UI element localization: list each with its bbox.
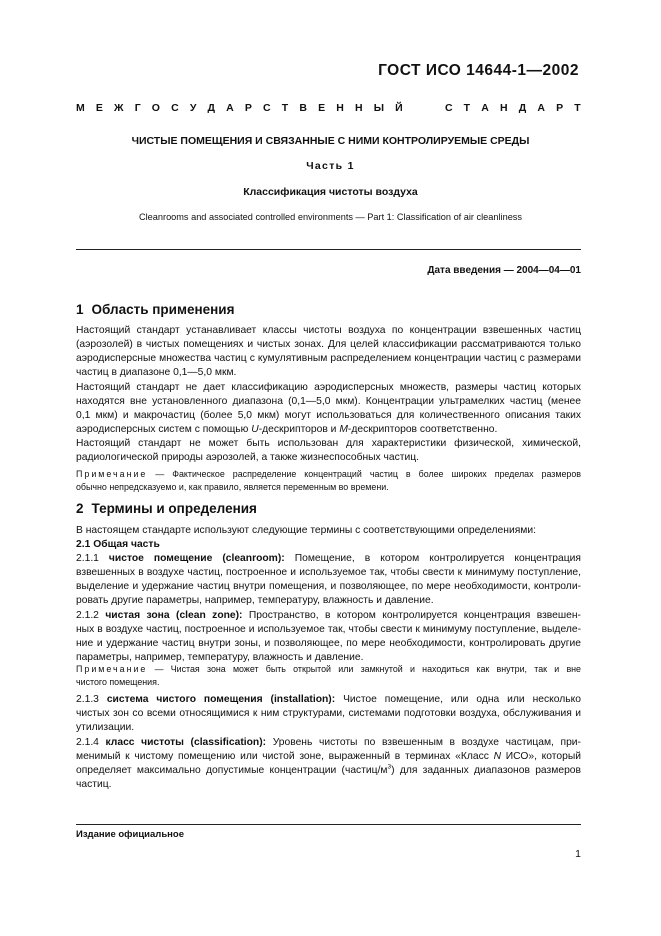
edition-label: Издание официальное [76, 829, 184, 840]
text-run: Уровень чистоты по взвешенным в воздухе частицам, при- [272, 737, 581, 748]
text-run: взвешенных в воздухе частиц, построенное и используемое так, чтобы свести к минимуму поступление, [76, 567, 581, 579]
text-line [76, 778, 581, 792]
text-run: чистого помещения. [76, 676, 160, 687]
kind-letter: М [76, 102, 85, 114]
text-run: Настоящий стандарт не может быть использован для характеристики физической, химической, [76, 438, 581, 449]
m-descriptor-letter: M [339, 424, 348, 436]
term-name: система чистого помещения (installation): [106, 694, 336, 705]
kind-letter: Т [574, 102, 581, 114]
kind-letter: А [481, 102, 489, 114]
text-line [76, 437, 581, 451]
text-run: ровать другие параметры, например, температуру, влажность и давление. [76, 595, 434, 607]
text-line [76, 538, 581, 552]
kind-letter: С [171, 102, 179, 114]
standard-kind-label [76, 102, 581, 114]
kind-letter: Ы [373, 102, 384, 114]
kind-letter: Е [95, 102, 103, 114]
page-number: 1 [575, 848, 581, 860]
text-block [76, 663, 581, 688]
text-line [76, 423, 581, 437]
text-block [76, 524, 581, 552]
text-line [76, 395, 581, 409]
section-number: 1 [76, 302, 84, 317]
kind-letter: Е [318, 102, 326, 114]
text-run: чистых зон со всеми относящимися к ним структурами, системами подготовки воздуха, обслуживания и [76, 708, 581, 720]
term-number: 2.1.3 [76, 694, 99, 705]
text-line [76, 580, 581, 594]
text-line [76, 552, 581, 566]
text-run: находятся вне установленного диапазона (0,1—5,0 мкм). Концентрации ультрамелких частиц (менее [76, 396, 581, 408]
term-number: 2.1.1 [76, 553, 99, 564]
text-block [76, 693, 581, 735]
text-run: аэродисперсные множества частиц с кумулятивным распределением концентрации частиц с размерами [76, 353, 581, 365]
section-1-heading [76, 302, 234, 317]
text-line [76, 352, 581, 366]
kind-letter: Р [244, 102, 252, 114]
text-line [76, 481, 581, 494]
term-name: класс чистоты (classification): [105, 737, 267, 748]
text-run: ИСО», который [505, 751, 581, 763]
document-number: ГОСТ ИСО 14644-1—2002 [378, 62, 579, 79]
text-run: (аэрозолей) в чистых помещениях и чистых зонах. Для целей классификации рассматриваются только [76, 339, 581, 351]
text-line [76, 609, 581, 623]
kind-letter: Н [354, 102, 363, 114]
standard-title: ЧИСТЫЕ ПОМЕЩЕНИЯ И СВЯЗАННЫЕ С НИМИ КОНТРОЛИРУЕМЫЕ СРЕДЫ [131, 135, 530, 147]
class-n-letter: N [493, 751, 502, 763]
section-title: Область применения [91, 302, 235, 317]
kind-letter: У [189, 102, 197, 114]
text-line [76, 566, 581, 580]
text-block [76, 736, 581, 792]
kind-letter: Ж [114, 102, 124, 114]
text-block [76, 381, 581, 437]
kind-letter: А [226, 102, 234, 114]
term-name: чистое помещение (cleanroom): [108, 553, 285, 564]
kind-letter: О [151, 102, 160, 114]
section-title: Термины и определения [91, 501, 257, 516]
text-run: менимый к чистому помещению или чистой зоне, выраженный в терминах «Класс [76, 751, 489, 763]
text-run: — Чистая зона может быть открытой или замкнутой и находиться как внутри, так и вне [154, 664, 581, 674]
text-block [76, 552, 581, 608]
text-line [76, 409, 581, 423]
text-block [76, 609, 581, 665]
kind-letter: С [263, 102, 271, 114]
text-line [76, 324, 581, 338]
text-run: ) для заданных диапазонов размеров [391, 765, 581, 777]
subsection-number: 2.1 [76, 539, 91, 551]
text-run: Пространство, в котором контролируется концентрация взвешен- [248, 610, 581, 621]
kind-letter: Н [499, 102, 508, 114]
text-run: Настоящий стандарт не дает классификацию аэродисперсных множеств, размеры частиц которых [76, 382, 581, 393]
kind-letter: Р [556, 102, 564, 114]
text-line [76, 676, 581, 689]
standard-subtitle: Классификация чистоты воздуха [243, 186, 418, 198]
text-line [76, 338, 581, 352]
text-run: радиологической природы аэрозолей, а также жизнеспособных частиц. [76, 452, 420, 464]
footer-divider [76, 824, 581, 825]
text-run: Чистое помещение, или одна или несколько [343, 694, 581, 705]
text-run: Настоящий стандарт устанавливает классы чистоты воздуха по концентрации взвешенных частиц [76, 325, 581, 336]
kind-letter: Й [395, 102, 403, 114]
introduction-date: Дата введения — 2004—04—01 [427, 265, 581, 276]
text-run: ных в воздухе частиц, построенное и используемое так, чтобы свести к минимуму поступление, выделе- [76, 624, 581, 636]
text-line [76, 381, 581, 395]
text-line [76, 451, 581, 465]
text-line [76, 663, 581, 676]
text-run: -дескрипторов и [258, 424, 337, 436]
kind-letter: Д [207, 102, 215, 114]
text-run: параметры, например, температуру, влажность и давление. [76, 652, 364, 664]
kind-letter: С [444, 102, 453, 114]
text-line [76, 721, 581, 735]
subsection-title: Общая часть [93, 539, 160, 551]
text-run: — Фактическое распределение концентраций частиц в более широких пределах размеров [155, 469, 581, 479]
u-descriptor-letter: U [251, 424, 259, 436]
text-run: аэродисперсных систем с помощью [76, 424, 249, 436]
text-block [76, 468, 581, 493]
text-run: частиц в диапазоне 0,1—5,0 мкм. [76, 367, 237, 379]
text-block [76, 324, 581, 380]
text-run: -дескрипторов соответственно. [347, 424, 498, 436]
text-line [76, 366, 581, 380]
text-line [76, 623, 581, 637]
text-line [76, 750, 581, 764]
section-number: 2 [76, 501, 84, 516]
term-number: 2.1.4 [76, 737, 99, 748]
text-line [76, 693, 581, 707]
english-title: Cleanrooms and associated controlled environments — Part 1: Classification of air cleanliness [139, 212, 522, 222]
text-run: обычно непредсказуемо и, как правило, является переменным во времени. [76, 481, 389, 492]
kind-letter: Т [281, 102, 289, 114]
kind-letter: Н [336, 102, 344, 114]
text-line [76, 736, 581, 750]
text-block [76, 437, 581, 465]
text-line [76, 524, 581, 538]
text-run: частиц. [76, 779, 112, 791]
text-line [76, 707, 581, 721]
note-label: Примечание [76, 664, 148, 674]
text-line [76, 594, 581, 608]
text-line [76, 637, 581, 651]
header-divider [76, 249, 581, 250]
text-run: утилизации. [76, 722, 135, 734]
text-run: 0,1 мкм) и макрочастиц (более 5,0 мкм) могут использоваться для количественного описания таких [76, 410, 581, 422]
kind-letter: Т [463, 102, 471, 114]
text-run: В настоящем стандарте используют следующие термины с соответствующими определениями: [76, 525, 536, 536]
text-line [76, 468, 581, 481]
text-run: определяет максимально допустимые концентрации (частиц/м [76, 765, 388, 777]
section-2-heading [76, 501, 257, 516]
kind-letter: Д [518, 102, 527, 114]
text-run: ние и удержание частиц внутри зоны, и позволяющее, по мере необходимости, контролировать другие [76, 638, 581, 650]
text-run: выделение и удержание частиц внутри помещения, и позволяющее, по мере необходимости, контроли- [76, 581, 581, 593]
text-run: Помещение, в котором контролируется концентрация [294, 553, 581, 564]
term-number: 2.1.2 [76, 610, 99, 621]
term-name: чистая зона (clean zone): [105, 610, 243, 621]
kind-letter: Г [134, 102, 141, 114]
text-line [76, 764, 581, 778]
kind-letter: В [299, 102, 307, 114]
kind-letter: А [537, 102, 545, 114]
note-label: Примечание [76, 469, 148, 479]
superscript-3: 3 [387, 763, 392, 771]
standard-part: Часть 1 [306, 160, 355, 172]
